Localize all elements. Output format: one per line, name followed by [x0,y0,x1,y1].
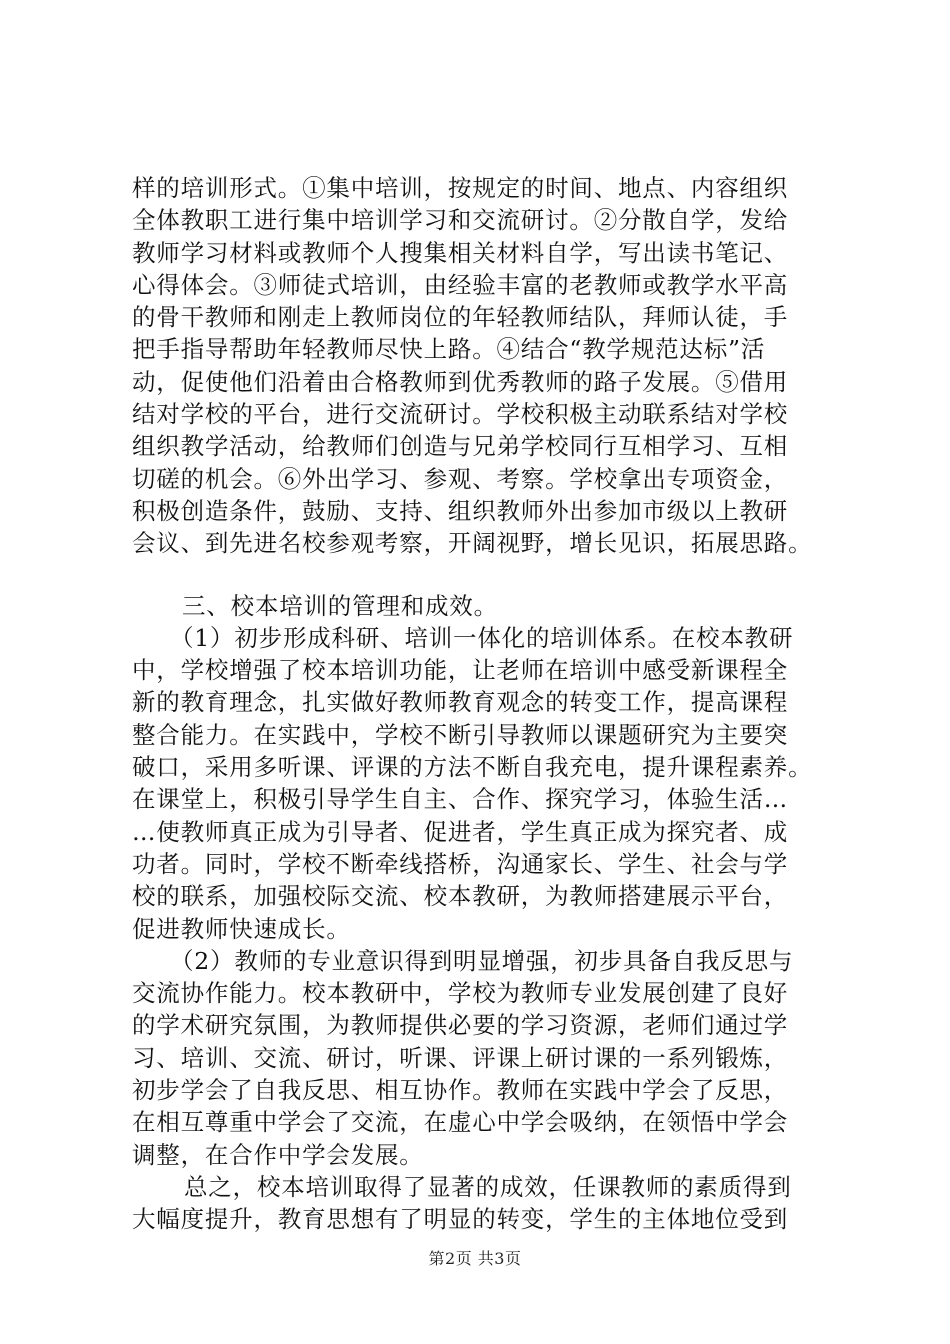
section-heading: 三、校本培训的管理和成效。 [182,591,498,620]
text-line: 积极创造条件，鼓励、支持、组织教师外出参加市级以上教研 [132,496,789,525]
text-line: 大幅度提升，教育思想有了明显的转变，学生的主体地位受到 [132,1205,789,1234]
paragraph-summary [132,1171,844,1236]
text-line: 会议、到先进名校参观考察，开阔视野，增长见识，拓展思路。 [132,529,813,558]
text-line: …使教师真正成为引导者、促进者，学生真正成为探究者、成 [132,817,789,846]
text-line: 把手指导帮助年轻教师尽快上路。④结合“教学规范达标”活 [132,335,766,364]
text-line: （2）教师的专业意识得到明显增强，初步具备自我反思与 [170,946,794,975]
text-line: 交流协作能力。校本教研中，学校为教师专业发展创建了良好 [132,979,789,1008]
paragraph-professional-awareness [132,945,844,1171]
text-line: 全体教职工进行集中培训学习和交流研讨。②分散自学，发给 [132,206,789,235]
text-line: 习、培训、交流、研讨，听课、评课上研讨课的一系列锻炼， [132,1043,789,1072]
text-line: 动，促使他们沿着由合格教师到优秀教师的路子发展。⑤借用 [132,367,789,396]
text-line: 组织教学活动，给教师们创造与兄弟学校同行互相学习、互相 [132,432,789,461]
text-line: 的学术研究氛围，为教师提供必要的学习资源，老师们通过学 [132,1011,789,1040]
paragraph-training-system [132,622,844,945]
text-line: 促进教师快速成长。 [132,914,351,943]
text-line: 调整，在合作中学会发展。 [132,1140,424,1169]
text-line: 的骨干教师和刚走上教师岗位的年轻教师结队，拜师认徒，手 [132,303,789,332]
text-line: 新的教育理念，扎实做好教师教育观念的转变工作，提高课程 [132,688,789,717]
text-line: 校的联系，加强校际交流、校本教研，为教师搭建展示平台， [132,882,789,911]
paragraph-training-forms [132,172,844,560]
text-line: 初步学会了自我反思、相互协作。教师在实践中学会了反思， [132,1076,789,1105]
paragraph-gap [132,560,844,590]
text-line: （1）初步形成科研、培训一体化的培训体系。在校本教研 [170,623,794,652]
document-body [132,172,844,1236]
text-line: 总之，校本培训取得了显著的成效，任课教师的素质得到 [184,1172,792,1201]
text-line: 破口，采用多听课、评课的方法不断自我充电，提升课程素养。 [132,753,813,782]
text-line: 心得体会。③师徒式培训，由经验丰富的老教师或教学水平高 [132,270,789,299]
text-line: 中，学校增强了校本培训功能，让老师在培训中感受新课程全 [132,656,789,685]
text-line: 在相互尊重中学会了交流，在虚心中学会吸纳，在领悟中学会 [132,1108,789,1137]
text-line: 切磋的机会。⑥外出学习、参观、考察。学校拿出专项资金， [132,464,789,493]
text-line: 整合能力。在实践中，学校不断引导教师以课题研究为主要突 [132,720,789,749]
text-line: 在课堂上，积极引导学生自主、合作、探究学习，体验生活… [132,785,789,814]
text-line: 教师学习材料或教师个人搜集相关材料自学，写出读书笔记、 [132,238,789,267]
page-number-footer: 第2页 共3页 [428,1249,522,1268]
text-line: 功者。同时，学校不断牵线搭桥，沟通家长、学生、社会与学 [132,849,789,878]
text-line: 样的培训形式。①集中培训，按规定的时间、地点、内容组织 [132,174,789,202]
text-line: 结对学校的平台，进行交流研讨。学校积极主动联系结对学校 [132,400,789,429]
